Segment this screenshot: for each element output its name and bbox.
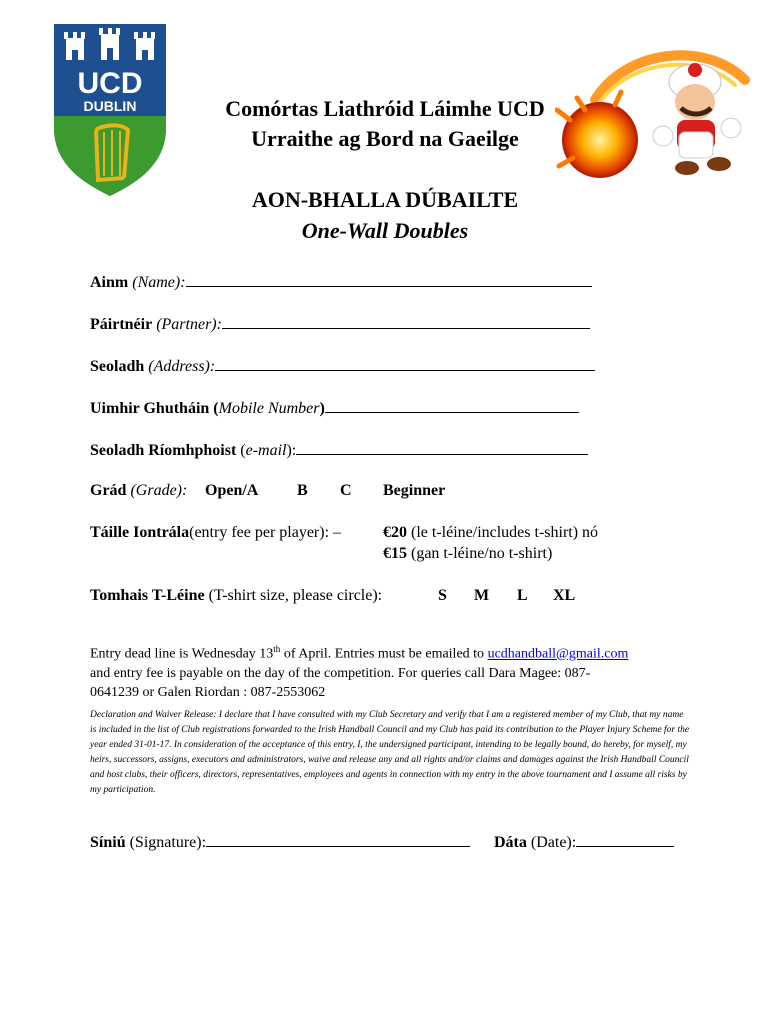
logo-dublin-text: DUBLIN bbox=[83, 98, 137, 114]
tshirt-size-xl[interactable]: XL bbox=[553, 587, 576, 604]
fee-option-1-amount: €20 bbox=[383, 524, 407, 541]
address-blank[interactable] bbox=[215, 356, 595, 371]
tshirt-label: Tomhais T-Léine bbox=[90, 587, 205, 604]
mobile-hint: Mobile Number bbox=[218, 400, 320, 417]
name-blank[interactable] bbox=[186, 272, 592, 287]
contact-email-link[interactable]: ucdhandball@gmail.com bbox=[487, 646, 629, 662]
tshirt-size-l[interactable]: L bbox=[517, 587, 528, 604]
address-hint: (Address): bbox=[148, 358, 216, 375]
date-field[interactable] bbox=[494, 832, 674, 852]
fee-label: Táille Iontrála bbox=[90, 524, 190, 541]
signature-hint: (Signature): bbox=[129, 834, 207, 851]
date-hint: (Date): bbox=[530, 834, 577, 851]
mobile-blank[interactable] bbox=[325, 398, 579, 413]
fee-option-1[interactable] bbox=[383, 524, 598, 542]
event-subtitle: One-Wall Doubles bbox=[301, 218, 469, 243]
name-label: Ainm bbox=[90, 274, 129, 291]
event-title: AON-BHALLA DÚBAILTE bbox=[251, 187, 519, 212]
partner-field[interactable] bbox=[90, 314, 590, 334]
email-blank[interactable] bbox=[296, 440, 588, 455]
grade-hint: (Grade): bbox=[130, 482, 188, 499]
sponsor-line: Urraithe ag Bord na Gaeilge bbox=[251, 126, 519, 151]
email-hint-open: ( bbox=[240, 442, 246, 459]
date-blank[interactable] bbox=[576, 832, 674, 847]
info-text-4: 0641239 or Galen Riordan : 087-2553062 bbox=[90, 684, 326, 700]
grade-option-open[interactable]: Open/A bbox=[205, 482, 259, 499]
name-hint: (Name): bbox=[132, 274, 186, 291]
partner-blank[interactable] bbox=[222, 314, 590, 329]
fee-option-2-text: (gan t-léine/no t-shirt) bbox=[411, 545, 553, 562]
grade-row bbox=[90, 482, 690, 500]
signature-blank[interactable] bbox=[206, 832, 470, 847]
signature-label: Síniú bbox=[90, 834, 126, 851]
info-text-1: Entry dead line is Wednesday 13 bbox=[90, 646, 274, 662]
email-hint: e-mail bbox=[245, 442, 287, 459]
email-hint-close: ): bbox=[286, 442, 297, 459]
logo-ucd-text: UCD bbox=[77, 67, 143, 100]
name-field[interactable] bbox=[90, 272, 592, 292]
info-text-3: and entry fee is payable on the day of the competition. For queries call Dara Magee: 087- bbox=[90, 665, 591, 681]
mobile-hint-close: ) bbox=[319, 400, 325, 417]
email-field[interactable] bbox=[90, 440, 588, 460]
tshirt-size-s[interactable]: S bbox=[438, 587, 447, 604]
mobile-field[interactable] bbox=[90, 398, 579, 418]
partner-label: Páirtnéir bbox=[90, 316, 153, 333]
mobile-label: Uimhir Ghutháin bbox=[90, 400, 210, 417]
date-label: Dáta bbox=[494, 834, 527, 851]
fee-option-1-text: (le t-léine/includes t-shirt) nó bbox=[411, 524, 599, 541]
competition-title: Comórtas Liathróid Láimhe UCD bbox=[225, 96, 545, 121]
info-sup: th bbox=[273, 644, 281, 654]
partner-hint: (Partner): bbox=[156, 316, 222, 333]
grade-option-c[interactable]: C bbox=[340, 482, 352, 499]
fee-option-2[interactable] bbox=[383, 545, 552, 563]
mobile-hint-open: ( bbox=[213, 400, 219, 417]
fee-dash: – bbox=[333, 524, 342, 541]
address-field[interactable] bbox=[90, 356, 595, 376]
declaration-waiver-text: Declaration and Waiver Release: I declare that I have consulted with my Club Secretary and verify that I am a registered member of my Club, that my name is included in the list of Club registrations forwarded to the Irish Handball Council and my Club has paid its contribution to the Player Injury Scheme for the year ended 31-01-17. In consideration of the acceptance of this entry, I, the undersigned participant, intending to be legally bound, do hereby, for myself, my heirs, successors, assigns, executors and administrators, waive and release any and all rights and/or claims and damages against the Irish Handball Council and host clubs, their officers, directors, representatives, employees and agents in connection with my entry in the above tournament and I assume all risks by my participation. bbox=[90, 710, 690, 795]
tshirt-size-m[interactable]: M bbox=[474, 587, 490, 604]
info-text-2: of April. Entries must be emailed to bbox=[280, 646, 488, 662]
grade-label: Grád bbox=[90, 482, 127, 499]
email-label: Seoladh Ríomhphoist bbox=[90, 442, 237, 459]
fee-option-2-amount: €15 bbox=[383, 545, 407, 562]
tshirt-size-row bbox=[90, 587, 690, 605]
tshirt-hint: (T-shirt size, please circle): bbox=[208, 587, 383, 604]
fee-hint: (entry fee per player): bbox=[189, 524, 330, 541]
grade-option-beginner[interactable]: Beginner bbox=[383, 482, 446, 499]
entry-info-paragraph bbox=[90, 640, 690, 702]
address-label: Seoladh bbox=[90, 358, 145, 375]
signature-field[interactable] bbox=[90, 832, 470, 852]
grade-option-b[interactable]: B bbox=[297, 482, 308, 499]
